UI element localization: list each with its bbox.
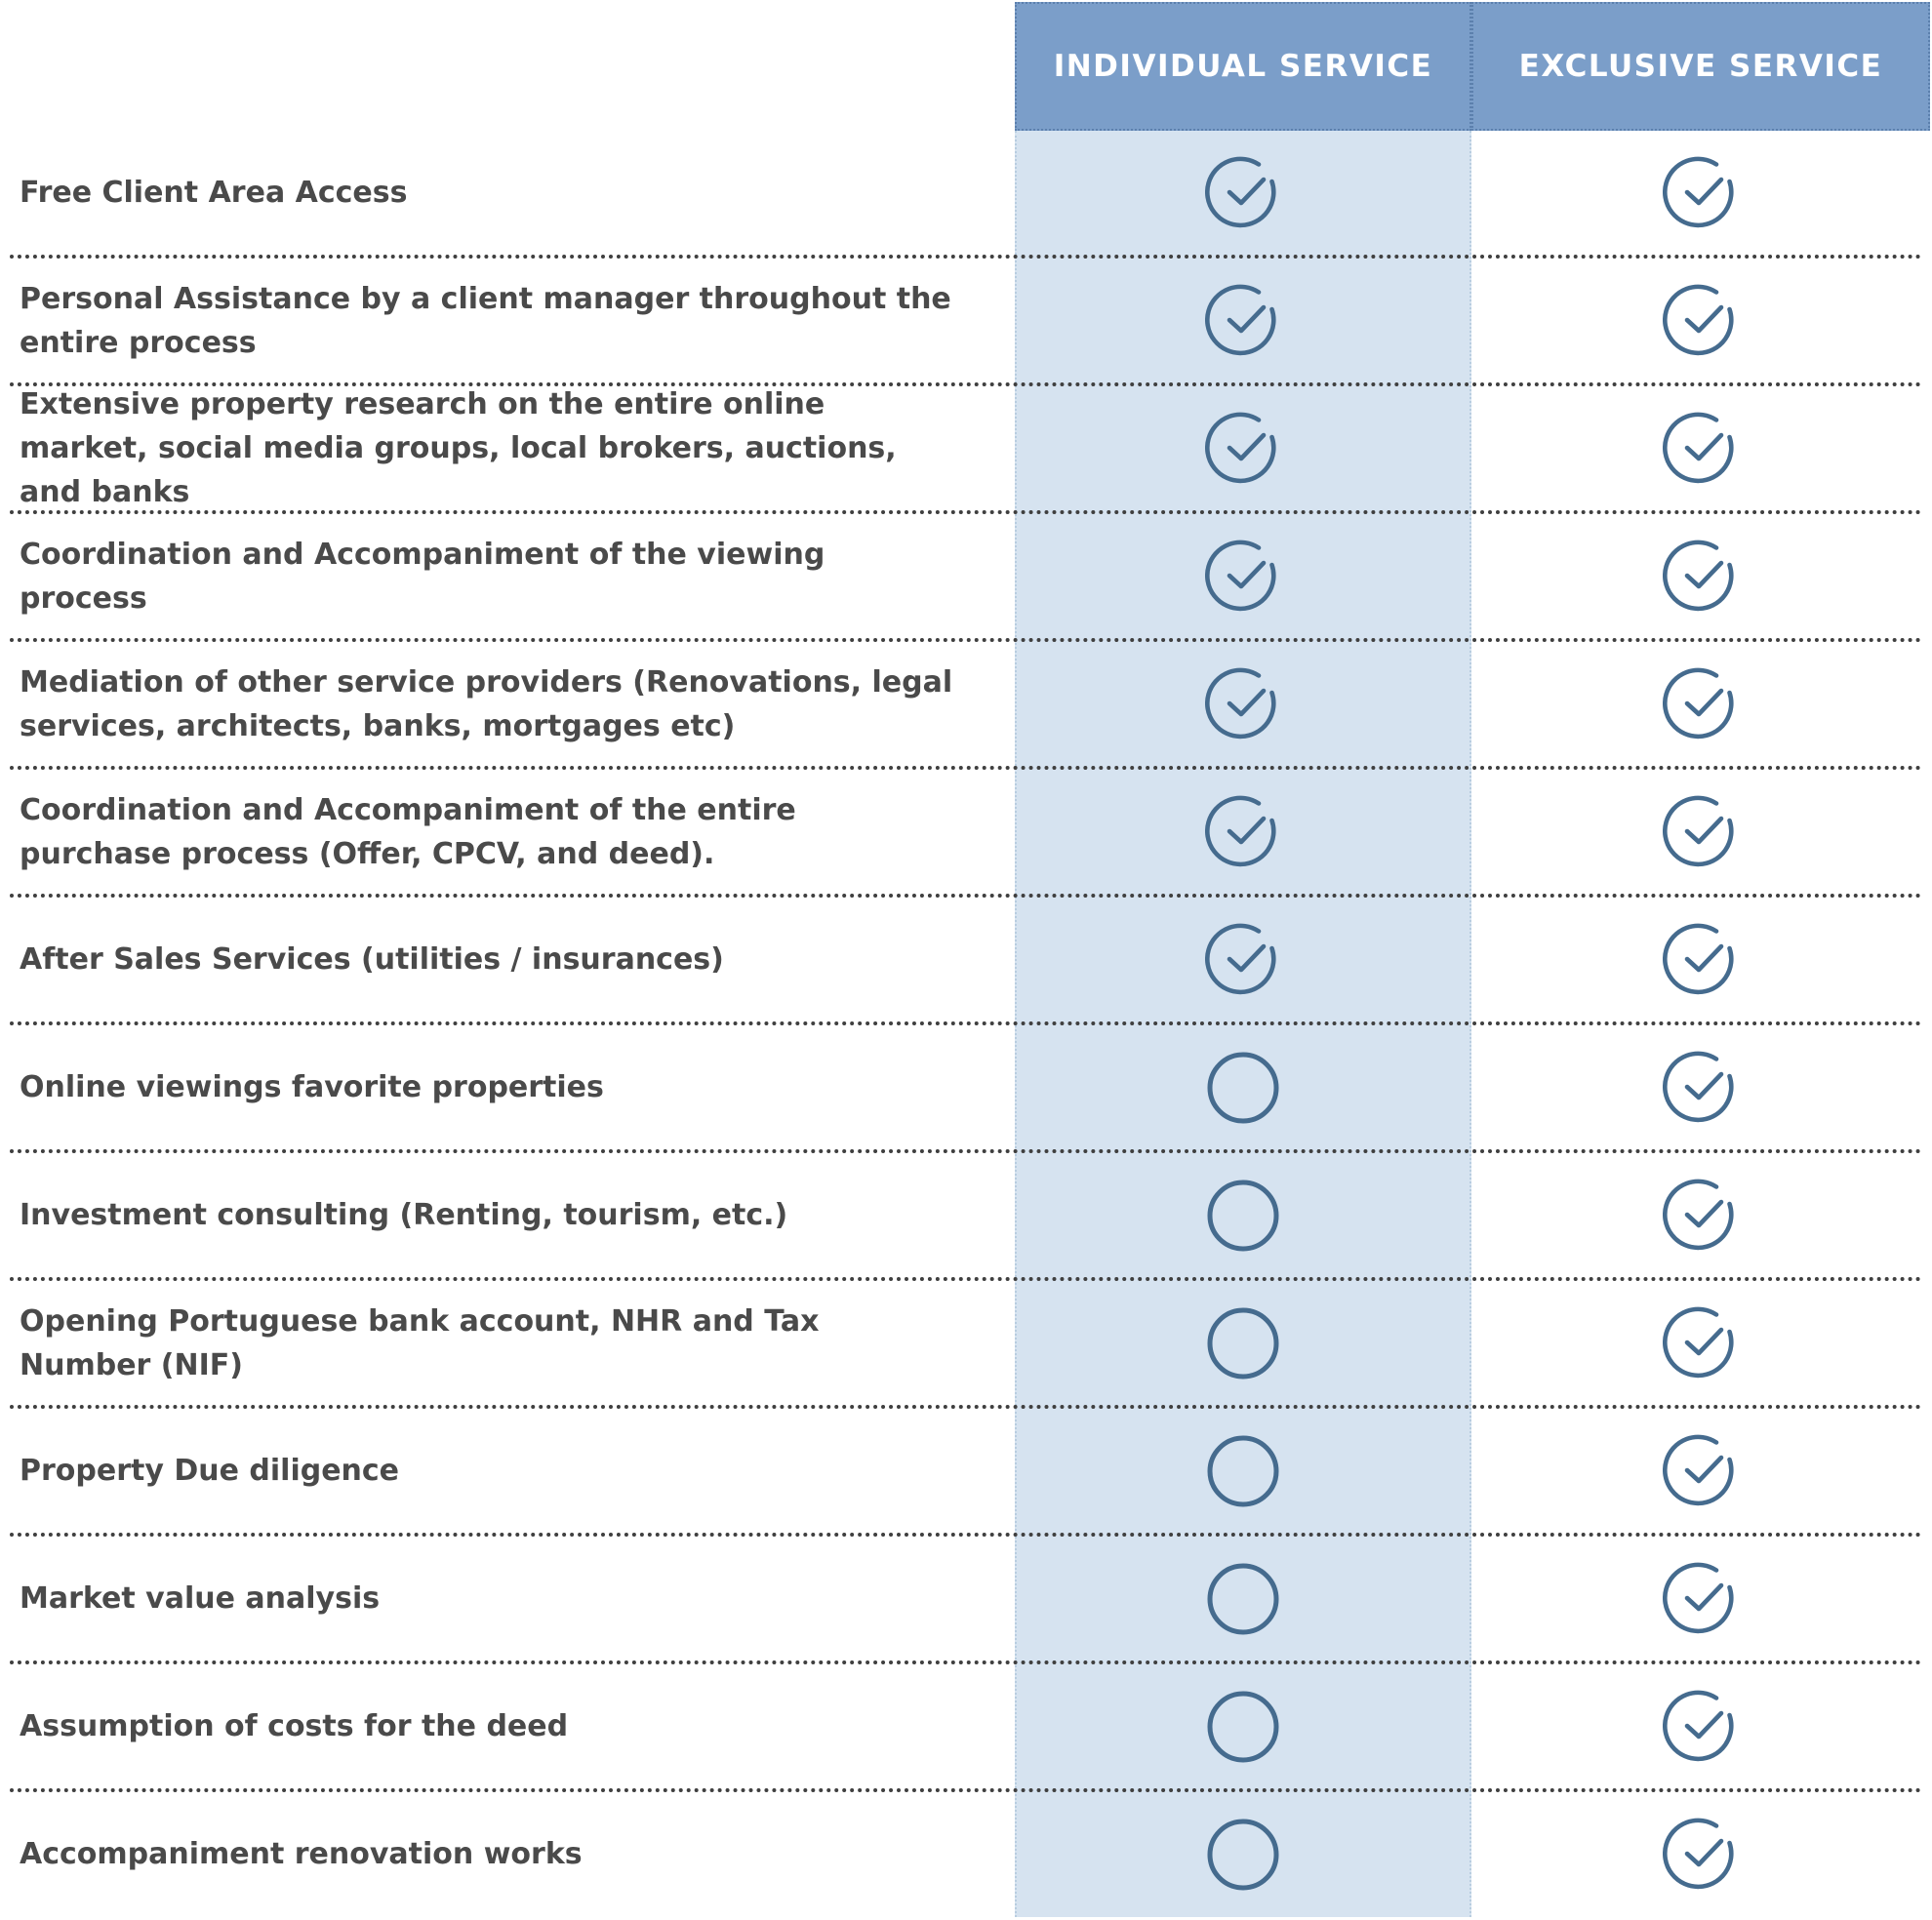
check-circle-icon: [1663, 1561, 1739, 1637]
exclusive-cell: [1471, 1153, 1930, 1277]
individual-cell: [1015, 1792, 1471, 1916]
check-circle-icon: [1663, 1305, 1739, 1381]
feature-rows: [0, 131, 1932, 1920]
individual-cell: [1015, 1664, 1471, 1788]
check-circle-icon: [1663, 1817, 1739, 1893]
empty-circle-icon: [1205, 1178, 1281, 1254]
check-circle-icon: [1663, 666, 1739, 742]
exclusive-cell: [1471, 1537, 1930, 1660]
empty-circle-icon: [1205, 1561, 1281, 1637]
feature-label: Online viewings favorite properties: [20, 1070, 604, 1104]
exclusive-cell: [1471, 642, 1930, 766]
table-row: [0, 131, 1932, 259]
feature-label: Free Client Area Access: [20, 176, 408, 210]
check-circle-icon: [1663, 283, 1739, 359]
individual-cell: [1015, 131, 1471, 255]
individual-cell: [1015, 1153, 1471, 1277]
exclusive-cell: [1471, 514, 1930, 638]
table-row: [0, 1537, 1932, 1664]
check-circle-icon: [1663, 155, 1739, 231]
feature-label: Mediation of other service providers (Renovations, legal services, architects, banks, mortgages etc): [20, 664, 953, 743]
feature-label: Coordination and Accompaniment of the entire purchase process (Offer, CPCV, and deed).: [20, 792, 796, 871]
individual-cell: [1015, 898, 1471, 1021]
feature-label: Investment consulting (Renting, tourism, etc.): [20, 1198, 788, 1232]
table-row: [0, 386, 1932, 514]
table-row: [0, 1281, 1932, 1409]
feature-label: Accompaniment renovation works: [20, 1837, 583, 1871]
table-row: [0, 259, 1932, 386]
individual-cell: [1015, 642, 1471, 766]
check-circle-icon: [1663, 1433, 1739, 1509]
exclusive-cell: [1471, 259, 1930, 382]
exclusive-cell: [1471, 1664, 1930, 1788]
feature-label: Market value analysis: [20, 1581, 381, 1616]
table-row: [0, 514, 1932, 642]
check-circle-icon: [1205, 922, 1281, 998]
table-row: [0, 1409, 1932, 1537]
empty-circle-icon: [1205, 1305, 1281, 1381]
exclusive-service-header: EXCLUSIVE SERVICE: [1471, 2, 1930, 131]
exclusive-cell: [1471, 770, 1930, 894]
individual-cell: [1015, 1281, 1471, 1405]
check-circle-icon: [1663, 1689, 1739, 1765]
empty-circle-icon: [1205, 1817, 1281, 1893]
exclusive-cell: [1471, 898, 1930, 1021]
feature-label: Extensive property research on the entire online market, social media groups, local brokers, auctions, and banks: [20, 387, 897, 509]
check-circle-icon: [1663, 1178, 1739, 1254]
check-circle-icon: [1205, 283, 1281, 359]
table-row: [0, 1153, 1932, 1281]
check-circle-icon: [1205, 411, 1281, 487]
individual-cell: [1015, 1025, 1471, 1149]
exclusive-cell: [1471, 386, 1930, 510]
check-circle-icon: [1205, 155, 1281, 231]
feature-label: Assumption of costs for the deed: [20, 1709, 569, 1743]
feature-label: Coordination and Accompaniment of the viewing process: [20, 537, 825, 616]
feature-label: Property Due diligence: [20, 1454, 400, 1488]
individual-cell: [1015, 1409, 1471, 1533]
exclusive-cell: [1471, 1025, 1930, 1149]
empty-circle-icon: [1205, 1050, 1281, 1126]
individual-cell: [1015, 259, 1471, 382]
empty-circle-icon: [1205, 1689, 1281, 1765]
individual-service-header: INDIVIDUAL SERVICE: [1015, 2, 1471, 131]
table-row: [0, 642, 1932, 770]
exclusive-cell: [1471, 1409, 1930, 1533]
exclusive-cell: [1471, 131, 1930, 255]
check-circle-icon: [1205, 666, 1281, 742]
check-circle-icon: [1663, 794, 1739, 870]
exclusive-cell: [1471, 1792, 1930, 1916]
individual-cell: [1015, 386, 1471, 510]
exclusive-cell: [1471, 1281, 1930, 1405]
check-circle-icon: [1663, 539, 1739, 615]
individual-cell: [1015, 770, 1471, 894]
check-circle-icon: [1205, 794, 1281, 870]
feature-label: Opening Portuguese bank account, NHR and Tax Number (NIF): [20, 1303, 820, 1382]
table-row: [0, 770, 1932, 898]
check-circle-icon: [1663, 411, 1739, 487]
individual-cell: [1015, 1537, 1471, 1660]
table-row: [0, 1025, 1932, 1153]
empty-circle-icon: [1205, 1433, 1281, 1509]
check-circle-icon: [1663, 1050, 1739, 1126]
table-row: [0, 1792, 1932, 1920]
table-row: [0, 1664, 1932, 1792]
table-row: [0, 898, 1932, 1025]
feature-label: After Sales Services (utilities / insurances): [20, 942, 724, 977]
check-circle-icon: [1663, 922, 1739, 998]
individual-cell: [1015, 514, 1471, 638]
check-circle-icon: [1205, 539, 1281, 615]
feature-label: Personal Assistance by a client manager throughout the entire process: [20, 281, 951, 360]
